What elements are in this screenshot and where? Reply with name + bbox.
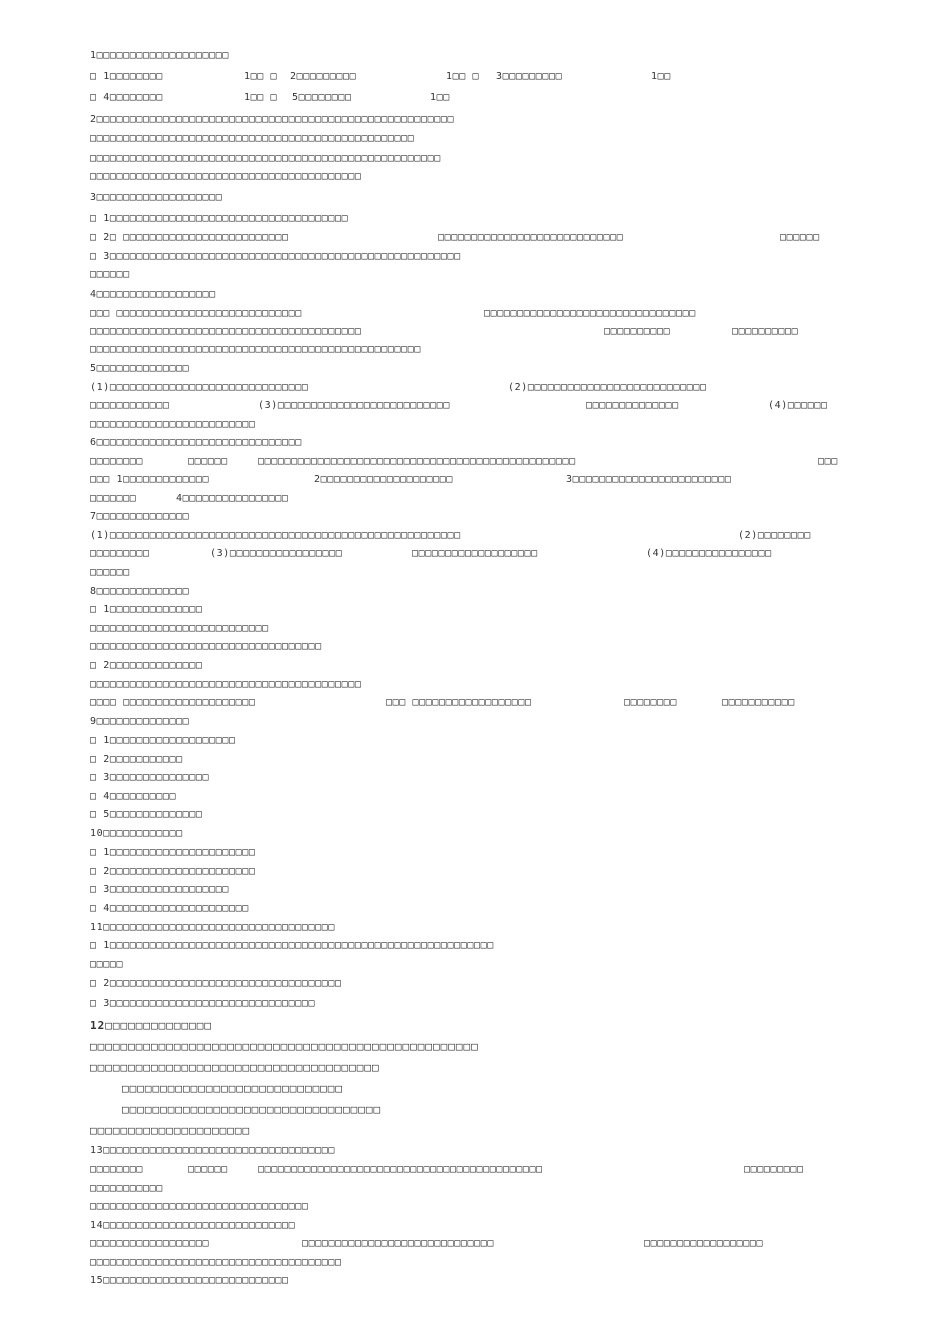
text-segment: □□□□□□□□□□□□□□□□□□□□□□□□□□□ (90, 623, 269, 634)
text-segment: □□□□□□□□□□□□□□□□□□□□□□□□□□□□□□□□□□□□□□□□□□□□□□□□□□ (90, 344, 422, 355)
text-segment: 3□□□□□□□□□□□□□□□□□□□□□□□□ (566, 474, 732, 485)
text-segment: □ 4□□□□□□□□ (90, 92, 163, 103)
text-segment: 15□□□□□□□□□□□□□□□□□□□□□□□□□□□□ (90, 1275, 289, 1286)
text-segment: □ 2□□□□□□□□□□□□□□ (90, 660, 203, 671)
text-segment: 13□□□□□□□□□□□□□□□□□□□□□□□□□□□□□□□□□□□ (90, 1145, 335, 1156)
text-segment: □□□□□□□□□□□□□□□□□□□□□□□□□□□□□□□□□ (90, 1201, 309, 1212)
text-segment: □□□□□□□□ (624, 697, 677, 708)
text-segment: □ 2□ □□□□□□□□□□□□□□□□□□□□□□□□□ (90, 232, 289, 243)
text-segment: □□□□□□□□□□□□□□□□□□□□□□□□□□□□□□□□□□□□□□ (90, 1061, 380, 1074)
text-segment: □□□□□□□□□□□□□□□□□□□□□□□□□□□□□□□□□□□ (90, 641, 322, 652)
text-segment: □□□□□□□□□□□□□□□□□□ (644, 1238, 764, 1249)
text-segment: 2□□□□□□□□□ (290, 71, 357, 82)
text-segment: 3□□□□□□□□□ (496, 71, 563, 82)
text-segment: 1□□□□□□□□□□□□□□□□□□□□ (90, 50, 230, 61)
text-segment: □ 1□□□□□□□□□□□□□□ (90, 604, 203, 615)
text-segment: 5□□□□□□□□□□□□□□ (90, 363, 190, 374)
text-segment: (3)□□□□□□□□□□□□□□□□□ (210, 548, 343, 559)
text-segment: □ 1□□□□□□□□ (90, 71, 163, 82)
text-segment: 1□□ □ (244, 71, 278, 82)
text-segment: □□□□□□□□□□□□□□□□□□□□□□□□□□□□□□□□□□□□□□□□□□□□□□□□ (258, 456, 576, 467)
text-segment: □□□ □□□□□□□□□□□□□□□□□□□□□□□□□□□□ (90, 308, 302, 319)
text-segment: □□□□□□□□□□□ (90, 1183, 163, 1194)
text-segment: 8□□□□□□□□□□□□□□ (90, 586, 190, 597)
text-segment: 2□□□□□□□□□□□□□□□□□□□□□□□□□□□□□□□□□□□□□□□□□□□□□□□□□□□□□□ (90, 114, 455, 125)
text-segment: □□□□□□□□□□□□□□□□□□□□□□□□□□□□□□□□ (484, 308, 696, 319)
text-segment: 12□□□□□□□□□□□□□□ (90, 1019, 212, 1032)
text-segment: (1)□□□□□□□□□□□□□□□□□□□□□□□□□□□□□□ (90, 382, 309, 393)
text-segment: □□□□□□□ (90, 493, 137, 504)
text-segment: □ 1□□□□□□□□□□□□□□□□□□□□□□ (90, 847, 256, 858)
text-segment: (3)□□□□□□□□□□□□□□□□□□□□□□□□□□ (258, 400, 450, 411)
text-segment: □□□□□□□□□□□□□□□□□□□□□□□□□□□□□ (122, 1082, 344, 1095)
text-segment: (2)□□□□□□□□□□□□□□□□□□□□□□□□□□□ (508, 382, 707, 393)
text-segment: □ 2□□□□□□□□□□□□□□□□□□□□□□□□□□□□□□□□□□□ (90, 978, 342, 989)
text-segment: 1□□ (430, 92, 450, 103)
text-segment: □ 3□□□□□□□□□□□□□□□□□□□□□□□□□□□□□□□ (90, 998, 316, 1009)
text-segment: □ 1□□□□□□□□□□□□□□□□□□□□□□□□□□□□□□□□□□□□ (90, 213, 349, 224)
text-segment: □ 5□□□□□□□□□□□□□□ (90, 809, 203, 820)
text-segment: □ 2□□□□□□□□□□□□□□□□□□□□□□ (90, 866, 256, 877)
text-segment: □□□□□□ (780, 232, 820, 243)
text-segment: □□□□□ (90, 959, 124, 970)
text-segment: □□□□□□□□□□□□□□□□□□□□□□□□□□□□ (438, 232, 624, 243)
text-segment: 1□□ (651, 71, 671, 82)
text-segment: 9□□□□□□□□□□□□□□ (90, 716, 190, 727)
text-segment: □□□□□□□□ (90, 1164, 143, 1175)
text-segment: 7□□□□□□□□□□□□□□ (90, 511, 190, 522)
text-segment: (4)□□□□□□ (768, 400, 828, 411)
text-segment: □□□□□□ (90, 269, 130, 280)
text-segment: □□□□□□□□□□□□□□□□□□□□□□□□□□□□□□□□□□□□□□□□□ (90, 171, 362, 182)
text-segment: □□□□□□□□□□□□□□□□□□□□□□□□□□□□□□□□□□□□□□□□□ (90, 679, 362, 690)
text-segment: □□□□□□ (188, 456, 228, 467)
text-segment: 10□□□□□□□□□□□□ (90, 828, 183, 839)
text-segment: 2□□□□□□□□□□□□□□□□□□□□ (314, 474, 454, 485)
text-segment: □□□□ □□□□□□□□□□□□□□□□□□□□ (90, 697, 256, 708)
text-segment: (4)□□□□□□□□□□□□□□□□ (646, 548, 772, 559)
text-segment: □□□ (818, 456, 838, 467)
text-segment: 14□□□□□□□□□□□□□□□□□□□□□□□□□□□□□ (90, 1220, 296, 1231)
text-segment: □□□□□□□□□ (90, 548, 150, 559)
text-segment: 3□□□□□□□□□□□□□□□□□□□ (90, 192, 223, 203)
text-segment: □ 3□□□□□□□□□□□□□□□□□□ (90, 884, 230, 895)
text-segment: 1□□ □ (446, 71, 480, 82)
text-segment: □ 1□□□□□□□□□□□□□□□□□□□□□□□□□□□□□□□□□□□□□□□□□□□□□□□□□□□□□□□□□□ (90, 940, 494, 951)
text-segment: □□□□□□□□□□□□□□□□□□□ (412, 548, 538, 559)
text-segment: □□□□□□□□□□ (604, 326, 671, 337)
text-segment: □□□□□□□□□□□□□□□□□□□□□□□□□□□□□□□□□□ (122, 1103, 382, 1116)
text-segment: □□□□□□□□□□□□□□□□□□□□□□□□□□□□□□□□□□□□□□□□□□□□□□□□□□□□□ (90, 153, 441, 164)
text-segment: □□□□□□□□□□□□□□□□□□□□□ (90, 1124, 251, 1137)
text-segment: □□□□□□□□□□□□□□□□□□ (90, 1238, 210, 1249)
text-segment: □□□□□□□□□□□□□□ (586, 400, 679, 411)
text-segment: 4□□□□□□□□□□□□□□□□□□ (90, 289, 216, 300)
text-segment: □ 3□□□□□□□□□□□□□□□ (90, 772, 210, 783)
text-segment: (1)□□□□□□□□□□□□□□□□□□□□□□□□□□□□□□□□□□□□□□□□□□□□□□□□□□□□□ (90, 530, 461, 541)
text-segment: □□□□□□□□□□□□□□□□□□□□□□□□□□□□□□□□□□□□□□ (90, 1257, 342, 1268)
text-segment: □□□□□□ (90, 567, 130, 578)
text-segment: □□□ 1□□□□□□□□□□□□□ (90, 474, 210, 485)
text-segment: 6□□□□□□□□□□□□□□□□□□□□□□□□□□□□□□□ (90, 437, 302, 448)
text-segment: □ 4□□□□□□□□□□ (90, 791, 177, 802)
text-segment: □□□□□□□□□□□□□□□□□□□□□□□□□□□□□□□□□□□□□□□□□□□□□□□□□□□ (90, 1040, 479, 1053)
text-segment: □□□□□□□□□□□□□□□□□□□□□□□□□□□□□□□□□□□□□□□□□□□□□□□□□ (90, 133, 415, 144)
text-segment: 4□□□□□□□□□□□□□□□□ (176, 493, 289, 504)
text-segment: □□□□□□□□□□□□□□□□□□□□□□□□□□□□□ (302, 1238, 494, 1249)
text-segment: □ 3□□□□□□□□□□□□□□□□□□□□□□□□□□□□□□□□□□□□□□□□□□□□□□□□□□□□□ (90, 251, 461, 262)
text-segment: 1□□ □ (244, 92, 278, 103)
text-segment: □□□□□□□□□□□ (722, 697, 795, 708)
text-segment: □□□□□□ (188, 1164, 228, 1175)
text-segment: □□□□□□□□□□ (732, 326, 799, 337)
text-segment: □□□ □□□□□□□□□□□□□□□□□□ (386, 697, 532, 708)
text-segment: 5□□□□□□□□ (292, 92, 352, 103)
text-segment: □□□□□□□□□□□□□□□□□□□□□□□□□ (90, 419, 256, 430)
text-segment: (2)□□□□□□□□ (738, 530, 811, 541)
text-segment: □ 4□□□□□□□□□□□□□□□□□□□□□ (90, 903, 249, 914)
text-segment: 11□□□□□□□□□□□□□□□□□□□□□□□□□□□□□□□□□□□ (90, 922, 335, 933)
text-segment: □□□□□□□□□□□□□□□□□□□□□□□□□□□□□□□□□□□□□□□□□□□ (258, 1164, 543, 1175)
text-segment: □□□□□□□□□ (744, 1164, 804, 1175)
text-segment: □□□□□□□□□□□□□□□□□□□□□□□□□□□□□□□□□□□□□□□□□ (90, 326, 362, 337)
text-segment: □□□□□□□□ (90, 456, 143, 467)
text-segment: □ 1□□□□□□□□□□□□□□□□□□□ (90, 735, 236, 746)
text-segment: □ 2□□□□□□□□□□□ (90, 754, 183, 765)
text-segment: □□□□□□□□□□□□ (90, 400, 170, 411)
